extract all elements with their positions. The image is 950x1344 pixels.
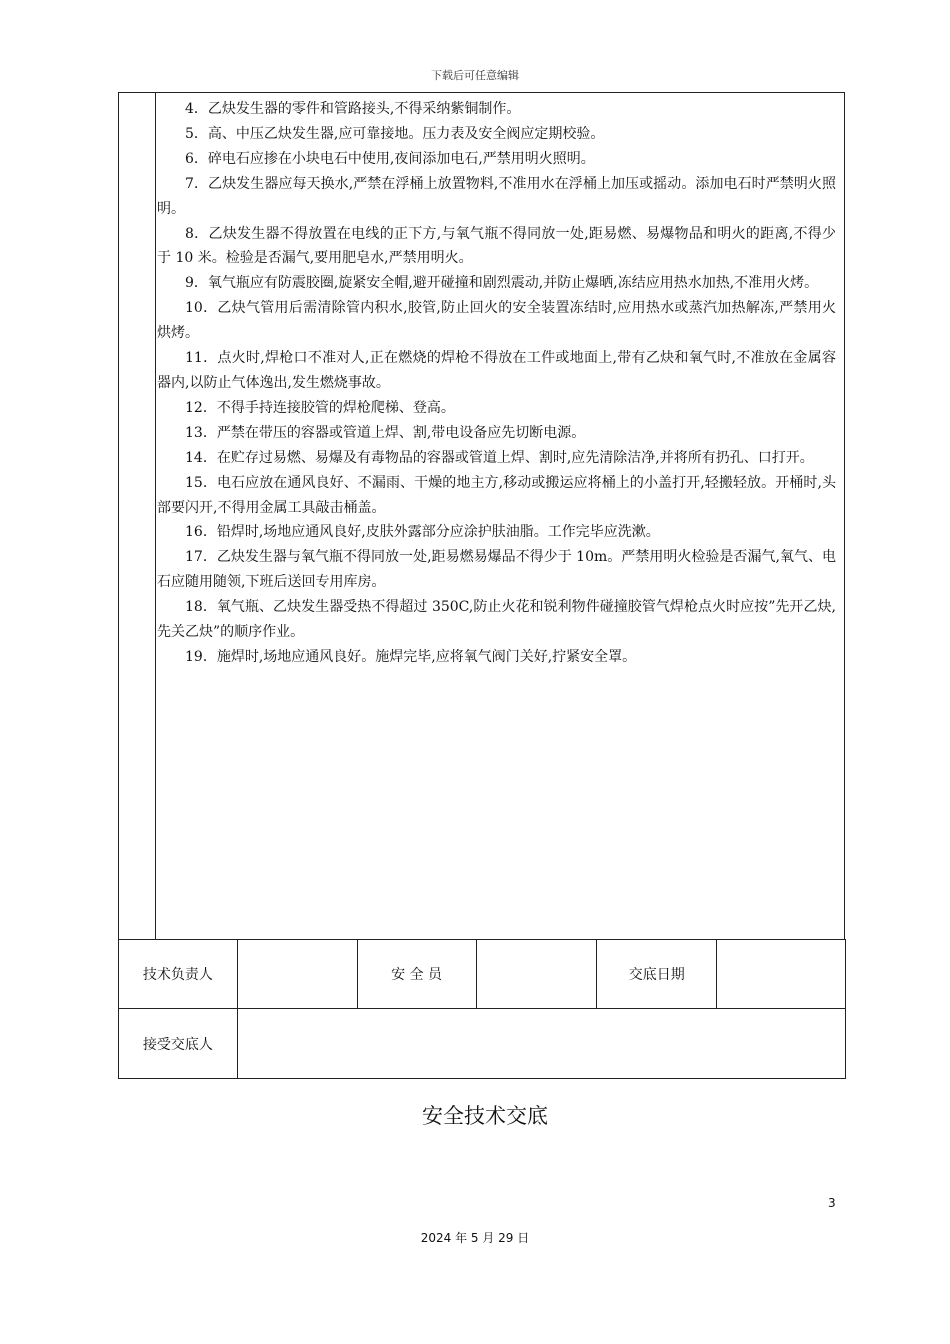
safety-officer-field[interactable] <box>476 940 597 1009</box>
item-17: 17．乙炔发生器与氧气瓶不得同放一处,距易燃易爆品不得少于 10m。严禁用明火检验是否漏气,氧气、电石应随用随领,下班后送回专用库房。 <box>157 549 836 591</box>
tech-lead-field[interactable] <box>237 940 357 1009</box>
safety-items <box>157 97 836 670</box>
signature-table <box>118 939 846 1079</box>
left-column <box>119 93 156 939</box>
tech-lead-label: 技术负责人 <box>119 940 238 1009</box>
date-field[interactable] <box>717 940 846 1009</box>
date-label: 交底日期 <box>597 940 717 1009</box>
item-16: 16．铅焊时,场地应通风良好,皮肤外露部分应涂护肤油脂。工作完毕应洗漱。 <box>185 524 660 541</box>
item-14: 14．在贮存过易燃、易爆及有毒物品的容器或管道上焊、割时,应先清除洁净,并将所有扔孔、口打开。 <box>185 449 814 466</box>
receiver-field[interactable] <box>237 1009 845 1079</box>
item-18: 18．氧气瓶、乙炔发生器受热不得超过 350C,防止火花和锐利物件碰撞胶管气焊枪点火时应按”先开乙炔,先关乙炔”的顺序作业。 <box>157 599 836 641</box>
item-19: 19．施焊时,场地应通风良好。施焊完毕,应将氧气阀门关好,拧紧安全罩。 <box>185 648 637 665</box>
item-5: 5．高、中压乙炔发生器,应可靠接地。压力表及安全阀应定期校验。 <box>185 125 605 142</box>
item-11: 11．点火时,焊枪口不准对人,正在燃烧的焊枪不得放在工件或地面上,带有乙炔和氧气时,不准放在金属容器内,以防止气体逸出,发生燃烧事故。 <box>157 350 836 391</box>
item-6: 6．碎电石应掺在小块电石中使用,夜间添加电石,严禁用明火照明。 <box>185 150 595 167</box>
item-9: 9．氧气瓶应有防震胶圈,旋紧安全帽,避开碰撞和剧烈震动,并防止爆晒,冻结应用热水加热,不准用火烤。 <box>185 275 819 292</box>
document-title: 安全技术交底 <box>422 1104 548 1128</box>
item-13: 13．严禁在带压的容器或管道上焊、割,带电设备应先切断电源。 <box>185 424 586 441</box>
item-7: 7．乙炔发生器应每天换水,严禁在浮桶上放置物料,不准用水在浮桶上加压或摇动。添加电石时严禁明火照明。 <box>157 175 836 217</box>
header-note: 下载后可任意编辑 <box>431 69 519 82</box>
page-number: 3 <box>828 1196 836 1210</box>
item-10: 10．乙炔气管用后需清除管内积水,胶管,防止回火的安全装置冻结时,应用热水或蒸汽加热解冻,严禁用火烘烤。 <box>157 300 836 342</box>
receiver-label: 接受交底人 <box>119 1009 238 1079</box>
footer-date: 2024 年 5 月 29 日 <box>420 1231 530 1245</box>
item-8: 8．乙炔发生器不得放置在电线的正下方,与氧气瓶不得同放一处,距易燃、易爆物品和明火的距离,不得少于 10 米。检验是否漏气,要用肥皂水,严禁用明火。 <box>157 225 836 267</box>
safety-officer-label: 安 全 员 <box>357 940 476 1009</box>
content-table <box>118 92 845 939</box>
item-4: 4．乙炔发生器的零件和管路接头,不得采纳紫铜制作。 <box>185 101 521 117</box>
item-15: 15．电石应放在通风良好、不漏雨、干燥的地主方,移动或搬运应将桶上的小盖打开,轻搬轻放。开桶时,头部要闪开,不得用金属工具敲击桶盖。 <box>157 474 836 516</box>
item-12: 12．不得手持连接胶管的焊枪爬梯、登高。 <box>185 399 455 416</box>
